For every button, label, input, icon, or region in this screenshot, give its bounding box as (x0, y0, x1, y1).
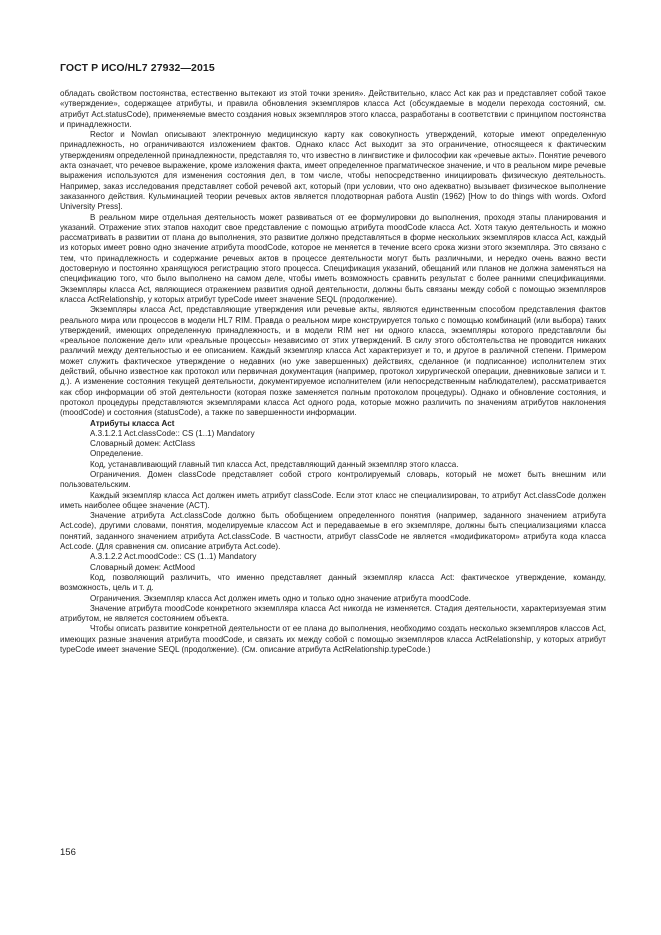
page-header-title: ГОСТ Р ИСО/HL7 27932—2015 (60, 62, 215, 74)
paragraph: Экземпляры класса Act, представляющие утверждения или речевые акты, являются единственным способом представления фактов реального мира или процессов в модели HL7 RIM. Правда о реальном мире конструируется только с помощью комбинаций (или выбора) таких утверждений, имеющих определенную принадлежность, и в модели RIM нет ни одного класса, экземпляры которого представляли бы «реальное положение дел» или «реальные процессы» независимо от этих утверждений. В силу этого обстоятельства не проводится никаких различий между деятельностью и ее описанием. Каждый экземпляр класса Act характеризует и то, и другое в различной степени. Примером может служить фактическое утверждение о недавних (но уже завершенных) действиях, сделанное (и подписанное) исполнителем этих действий, обычно известное как протокол или первичная документация (например, протокол хирургической операции, дневниковые записи и т. д.). А изменение состояния текущей деятельности, документируемое исполнителем (или непосредственным наблюдателем), рассматривается как сбор информации об этой деятельности (которая позже заменяется полным протоколом процедуры). Однако и обновление состояния, и протокол процедуры представляются экземплярами класса Act одного рода, которые можно различить по значениям атрибутов наклонения (moodCode) и состояния (statusCode), а также по завершенности информации. (60, 305, 606, 418)
definition-label: Определение. (90, 449, 144, 459)
paragraph: Ограничения. Экземпляр класса Act должен иметь одно и только одно значение атрибута moodCode. (90, 593, 471, 603)
page-number: 156 (60, 847, 76, 858)
document-page (60, 62, 606, 655)
vocabulary-domain: Словарный домен: ActMood (90, 562, 196, 572)
vocabulary-domain: Словарный домен: ActClass (90, 439, 196, 449)
document-body (60, 89, 606, 655)
paragraph: Ограничения. Домен classCode представляет собой строго контролируемый словарь, который не может быть внешним или пользовательским. (60, 469, 606, 490)
paragraph: Значение атрибута moodCode конкретного экземпляра класса Act никогда не изменяется. Стадия деятельности, характеризуемая этим атрибутом, не является состоянием объекта. (60, 603, 606, 624)
paragraph: Каждый экземпляр класса Act должен иметь атрибут classCode. Если этот класс не специализирован, то атрибут Act.classCode должен иметь наиболее общее значение (ACT). (60, 490, 606, 510)
section-heading: Атрибуты класса Act (90, 418, 175, 428)
attribute-heading: A.3.1.2.2 Act.moodCode:: CS (1..1) Mandatory (90, 552, 257, 562)
attribute-heading: A.3.1.2.1 Act.classCode:: CS (1..1) Mandatory (90, 428, 255, 438)
paragraph: обладать свойством постоянства, естественно вытекают из этой точки зрения». Действительно, класс Act как раз и представляет собой такое «утверждение», содержащее атрибуты, и правила обновления экземпляров класса Act (обсуждаемые в модели перехода состояний, см. атрибут Act.statusCode), применяемые вместо создания новых экземпляров этого класса, разработаны в соответствии с принципом постоянства и принадлежности. (60, 89, 606, 129)
paragraph: Код, позволяющий различить, что именно представляет данный экземпляр класса Act: фактическое утверждение, команду, возможность, цель и т. д. (60, 572, 606, 593)
paragraph: Rector и Nowlan описывают электронную медицинскую карту как совокупность утверждений, которые имеют определенную принадлежность, но ограничиваются изложением фактов. Однако класс Act выходит за это ограничение, относящееся к фактическим утверждениям определенной принадлежности, представляя то, что известно в лингвистике и философии как «речевые акты». Понятие речевого акта означает, что речевое выражение, кроме изложения факта, имеет определенное прагматическое значение, и что в реальном мире речевые выражения используются для изменения состояния дел, в том числе, чтобы непосредственно инициировать физическую деятельность. Например, заказ исследования представляет собой речевой акт, который (при условии, что оно адекватно) вызывает физическое выполнение заказанного действия. Кульминацией теории речевых актов является плодотворная работа Austin (1962) [How to do things with words. Oxford University Press]. (60, 130, 606, 212)
paragraph: Значение атрибута Act.classCode должно быть обобщением определенного понятия (например, заданного значением атрибута Act.code), другими словами, понятия, моделируемые классом Act и передаваемые в его экземпляре, должны быть специализациями класса понятий, заданного значением атрибута Act.classCode. В частности, атрибут classCode не является «модификатором» атрибута кода класса Act.code. (Для сравнения см. описание атрибута Act.code). (60, 511, 606, 552)
paragraph: В реальном мире отдельная деятельность может развиваться от ее формулировки до выполнения, проходя этапы планирования и указаний. Отражение этих этапов находит свое представление с помощью атрибута moodCode класса Act. Хотя такую деятельность и можно рассматривать в развитии от плана до выполнения, это развитие должно представляться в форме нескольких экземпляров класса Act, каждый из которых имеет ровно одно значение атрибута moodCode, которое не меняется в течение всего срока жизни этого экземпляра. Это связано с тем, что принадлежность и содержание речевых актов в процессе деятельности могут быть различными, и нередко очень важно вести достоверную и постоянно хранящуюся регистрацию этого процесса. Спецификация указаний, обещаний или планов не должна заменяться на спецификацию того, что было выполнено на самом деле, чтобы иметь возможность сравнить результат с более ранними спецификациями. Экземпляры класса Act, являющиеся отражением развития одной деятельности, должны быть связаны между собой с помощью экземпляров класса ActRelationship, у которых атрибут typeCode имеет значение SEQL (продолжение). (60, 212, 606, 304)
paragraph: Код, устанавливающий главный тип класса Act, представляющий данный экземпляр этого класса. (90, 459, 459, 469)
paragraph: Чтобы описать развитие конкретной деятельности от ее плана до выполнения, необходимо создать несколько экземпляров классов Act, имеющих разные значения атрибута moodCode, и связать их между собой с помощью экземпляров класса ActRelationship, у которых атрибут typeCode имеет значение SEQL (продолжение). (См. описание атрибута ActRelationship.typeCode.) (60, 624, 606, 655)
